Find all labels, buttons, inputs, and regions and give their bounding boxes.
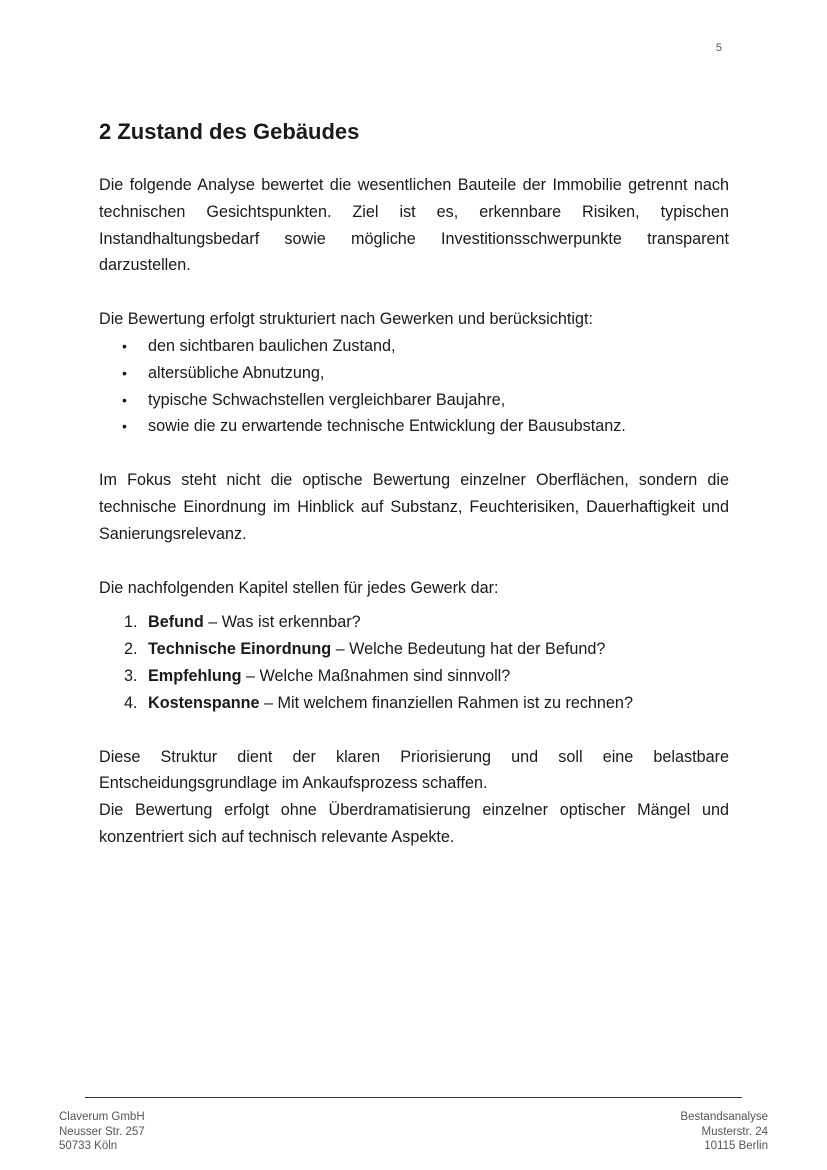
step-number: 4.	[124, 693, 138, 712]
bullet-icon: •	[122, 337, 127, 354]
footer-company-address	[59, 1110, 145, 1154]
footer-company-street: Neusser Str. 257	[59, 1125, 145, 1138]
list-item	[99, 636, 729, 663]
list-item-text: sowie die zu erwartende technische Entwicklung der Bausubstanz.	[148, 417, 626, 436]
list-item	[99, 609, 729, 636]
list-item-text: altersübliche Abnutzung,	[148, 363, 325, 382]
list-item	[99, 333, 729, 360]
closing-paragraph-2: Die Bewertung erfolgt ohne Überdramatisierung einzelner optischer Mängel und konzentriert sich auf technisch relevante Aspekte.	[99, 801, 729, 846]
list-item-text: den sichtbaren baulichen Zustand,	[148, 336, 396, 355]
list-item	[99, 413, 729, 440]
closing-paragraph: Diese Struktur dient der klaren Priorisierung und soll eine belastbare Entscheidungsgrundlage im Ankaufsprozess schaffen.	[99, 747, 729, 793]
footer-object-street: Musterstr. 24	[701, 1125, 768, 1138]
step-description: – Welche Maßnahmen sind sinnvoll?	[241, 666, 511, 685]
footer-divider	[85, 1097, 742, 1098]
focus-paragraph: Im Fokus steht nicht die optische Bewertung einzelner Oberflächen, sondern die technische Einordnung im Hinblick auf Substanz, Feuchterisiken, Dauerhaftigkeit und Sanierungsrelevanz.	[99, 471, 729, 543]
list-item	[99, 663, 729, 690]
step-term: Kostenspanne	[148, 693, 260, 712]
list-item-text: typische Schwachstellen vergleichbarer Baujahre,	[148, 390, 506, 409]
bullet-icon: •	[122, 364, 127, 381]
criteria-lead: Die Bewertung erfolgt strukturiert nach Gewerken und berücksichtigt:	[99, 310, 593, 329]
step-description: – Welche Bedeutung hat der Befund?	[331, 640, 606, 659]
footer-object-address	[680, 1110, 768, 1154]
list-item	[99, 690, 729, 717]
chapters-lead: Die nachfolgenden Kapitel stellen für jedes Gewerk dar:	[99, 578, 499, 597]
footer-company-city: 50733 Köln	[59, 1140, 118, 1152]
step-number: 1.	[124, 613, 138, 632]
step-description: – Mit welchem finanziellen Rahmen ist zu rechnen?	[259, 693, 633, 712]
footer-object-city: 10115 Berlin	[704, 1140, 768, 1152]
list-item	[99, 360, 729, 387]
intro-paragraph: Die folgende Analyse bewertet die wesentlichen Bauteile der Immobilie getrennt nach technischen Gesichtspunkten. Ziel ist es, erkennbare Risiken, typischen Instandhaltungsbedarf sowie mögliche Investitionsschwerpunkte transparent darzustellen.	[99, 176, 729, 275]
step-description: – Was ist erkennbar?	[203, 613, 361, 632]
step-term: Technische Einordnung	[148, 640, 332, 659]
step-number: 3.	[124, 666, 138, 685]
document-body	[99, 116, 729, 851]
step-term: Empfehlung	[148, 666, 242, 685]
section-heading: 2 Zustand des Gebäudes	[99, 119, 360, 144]
list-item	[99, 387, 729, 414]
bullet-icon: •	[122, 418, 127, 435]
criteria-list	[99, 333, 729, 440]
page-number: 5	[715, 42, 722, 54]
chapter-steps-list	[99, 609, 729, 716]
step-term: Befund	[148, 613, 204, 632]
footer-company-name: Claverum GmbH	[59, 1111, 145, 1123]
step-number: 2.	[124, 640, 138, 659]
bullet-icon: •	[122, 391, 127, 408]
footer-document-type: Bestandsanalyse	[680, 1111, 768, 1123]
